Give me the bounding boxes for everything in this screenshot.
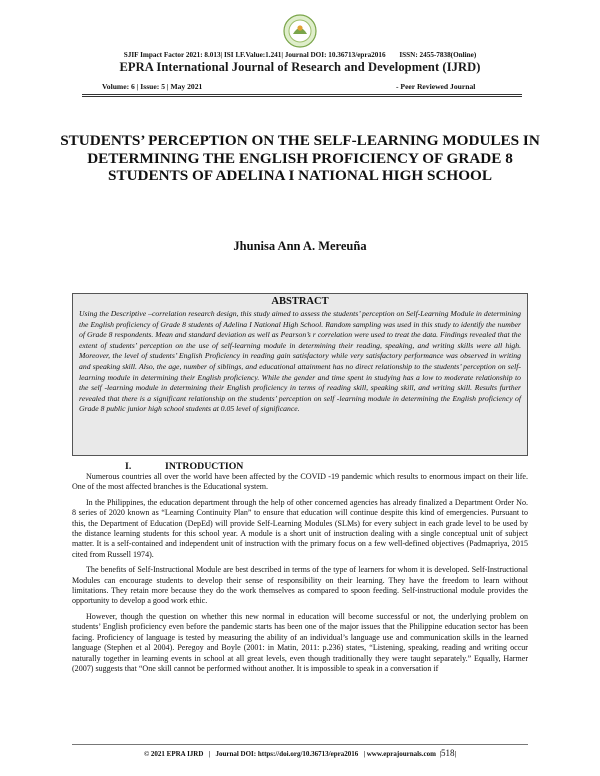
page-footer: © 2021 EPRA IJRD | Journal DOI: https://doi.org/10.36713/epra2016 | www.eprajournals.com |518| [143, 748, 457, 758]
journal-logo-icon [283, 14, 317, 48]
peer-reviewed-label: - Peer Reviewed Journal [396, 82, 476, 91]
footer-doi[interactable]: Journal DOI: https://doi.org/10.36713/epra2016 [215, 750, 359, 758]
volume-info: Volume: 6 | Issue: 5 | May 2021 [102, 82, 203, 91]
section-number: I. [125, 461, 132, 472]
paper-title: STUDENTS’ PERCEPTION ON THE SELF-LEARNING MODULES IN DETERMINING THE ENGLISH PROFICIENCY OF GRADE 8 STUDENTS OF ADELINA I NATIONAL HIGH SCHOOL [60, 132, 540, 185]
paragraph: In the Philippines, the education department through the help of other concerned agencies has already finalized a Department Order No. 8 series of 2020 known as “Learning Continuity Plan” to ensure that education will continue despite this kind of emergencies. Pursuant to this, the Department of Education (DepEd) will provide Self-Learning Modules (SLMs) for every subject in each grade level to be used by the distance learning students for this school year. A module is a short unit of instruction dealing with a single conceptual unit of subject matter. It is a self-contained and independent unit of instruction with the primary focus on a few well-defined objectives (Padmapriya, 2015 cited from Russell 1974). [72, 497, 528, 559]
body-text [72, 472, 528, 679]
abstract-heading: ABSTRACT [271, 296, 329, 307]
issn: ISSN: 2455-7838(Online) [399, 51, 477, 59]
paragraph: However, though the question on whether this new normal in education will become successful or not, the underlying problem on students’ English proficiency even before the pandemic starts has been one of the major issues that the Philippine education sector has been facing. Proficiency of language is tested by measuring the ability of an individual’s language use and communication skills in the learned language (Stephen et al 2004). Peregoy and Boyle (2001: in Matin, 2011: p.236) states, “Listening, speaking, reading and writing occur naturally together in learning events in school at all great levels, even though traditionally they were taught separately.” Equally, Harmer (2007) suggests that “One skill cannot be performed without another. It is impossible to speak in a conversation if [72, 611, 528, 673]
header-meta [0, 51, 600, 59]
footer-site[interactable]: www.eprajournals.com [366, 750, 436, 758]
abstract-text: Using the Descriptive –correlation research design, this study aimed to assess the students’ perception on Self-Learning Module in determining the English proficiency of Grade 8 students of Adelina I National High School. Random sampling was used in this study to identify the number of Grade 8 respondents. Mean and standard deviation as well as Pearson’s r correlation were used to treat the data. Findings revealed that the extent of students’ perception on the use of self-learning module in determining their reading, speaking, and writing skills were all high. Moreover, the level of students’ English Proficiency in reading gain satisfactory while very satisfactory performance was observed in writing and speaking skill. Also, the age, number of siblings, and educational attainment has no direct relationship to the students’ perception on self- learning module in determining their English proficiency. While the gender and time spent in studying has a low to moderate relationship to the self -learning module in determining their English proficiency in terms of reading skill, speaking skill, and writing skill. Results further revealed that there is a significant relationship on the students’ perception on self -learning module in determining the English proficiency of Grade 8 public junior high school students at 0.05 level of significance. [79, 309, 521, 414]
paragraph: The benefits of Self-Instructional Module are best described in terms of the type of learners for whom it is developed. Self-Instructional Modules can encourage students to develop their sense of responsibility on their learning. They have the freedom to learn without limitations. They retain more because they do the work themselves as compared to spoon feeding. Self-instructional module provides the opportunity to develop a good work ethic. [72, 565, 528, 606]
header-rule [82, 94, 522, 95]
section-heading [125, 461, 243, 472]
header-rule-2 [82, 96, 522, 97]
paragraph: Numerous countries all over the world have been affected by the COVID -19 pandemic which results to enormous impact on their life. One of the most affected branches is the Educational system. [72, 472, 528, 492]
footer-copyright: © 2021 EPRA IJRD [143, 750, 204, 758]
section-title: INTRODUCTION [165, 461, 244, 472]
page-number: 518 [441, 748, 455, 758]
journal-name: EPRA International Journal of Research and Development (IJRD) [119, 60, 481, 74]
impact-factor: SJIF Impact Factor 2021: 8.013| ISI I.F.Value:1.241| Journal DOI: 10.36713/epra2016 [123, 51, 386, 59]
footer-rule [72, 744, 528, 745]
author-name: Jhunisa Ann A. Mereuña [233, 239, 367, 253]
abstract-box [72, 293, 528, 456]
